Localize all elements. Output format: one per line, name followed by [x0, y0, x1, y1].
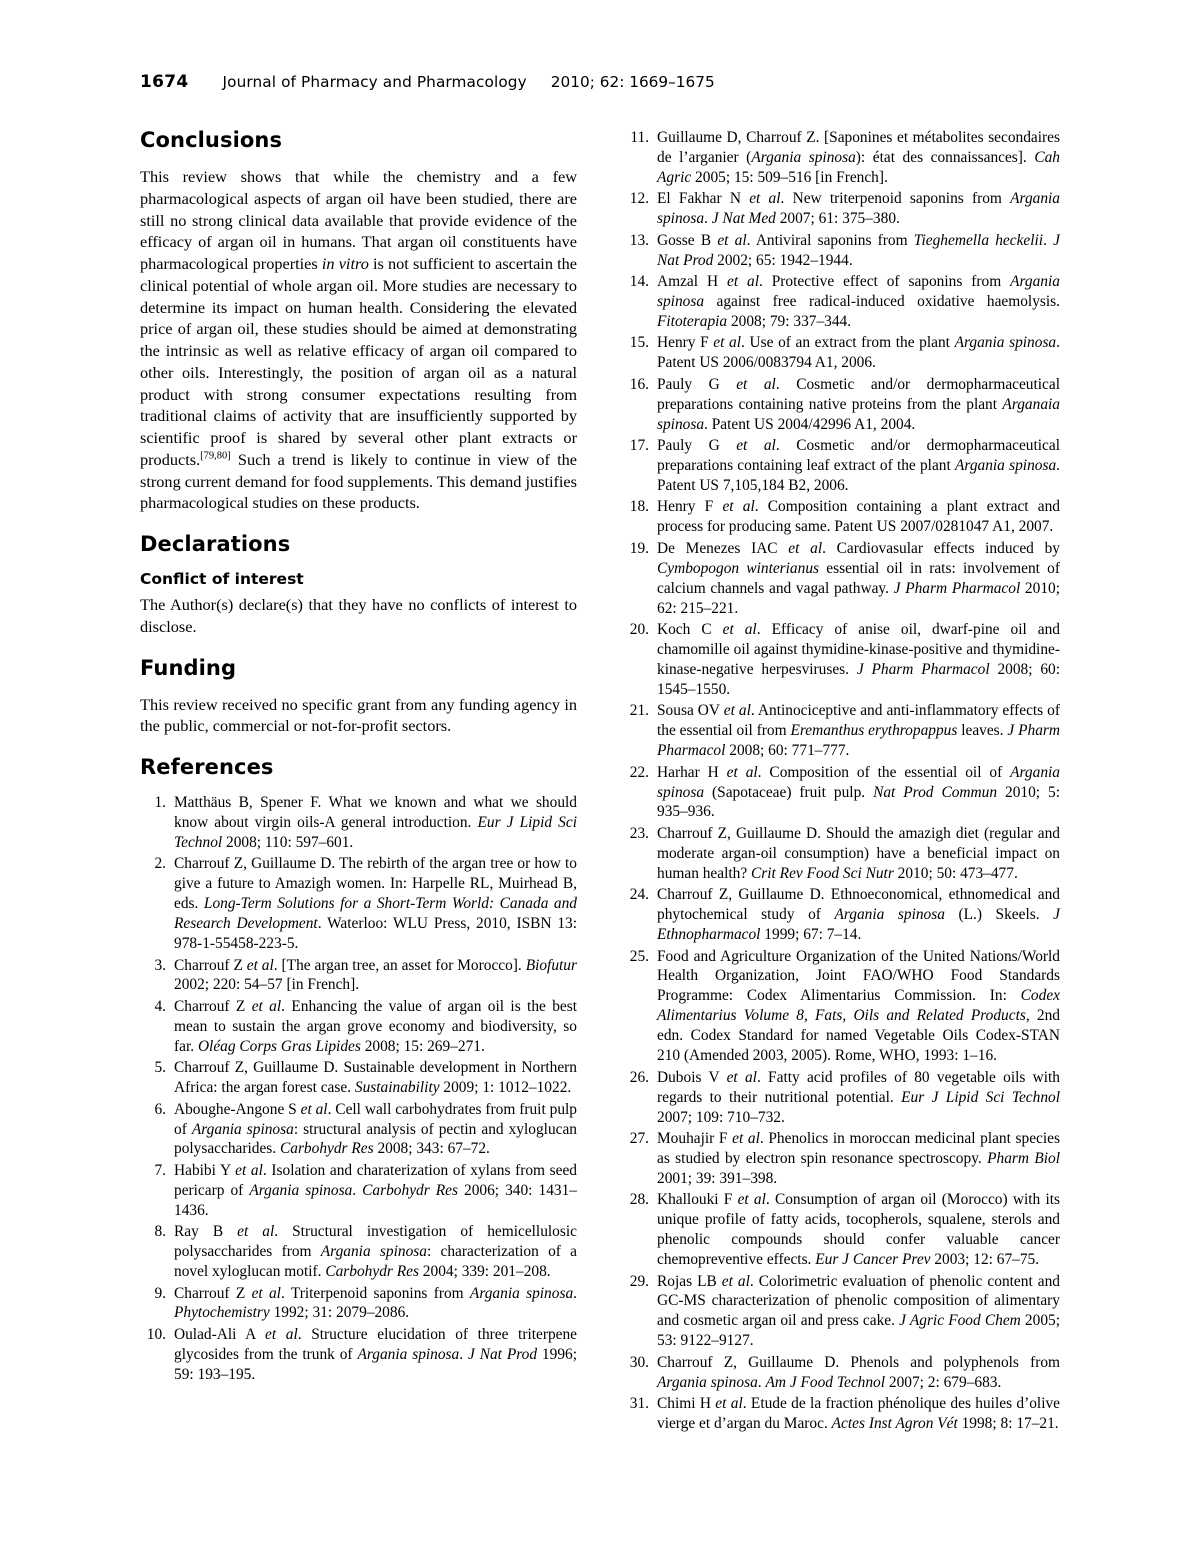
reference-italic-segment: Pharm Biol: [987, 1149, 1060, 1167]
reference-text: [657, 621, 1060, 698]
reference-segment: Charrouf Z, Guillaume D. Should the amazigh diet (regular and moderate argan-oil consumption) have a beneficial impact on human health?: [657, 824, 1060, 882]
conclusions-heading: Conclusions: [140, 128, 283, 152]
reference-segment: Pauly G: [657, 437, 737, 455]
reference-item: [623, 375, 1060, 435]
reference-item: [623, 1272, 1060, 1352]
reference-text: [657, 376, 1060, 433]
reference-text: [657, 1130, 1060, 1187]
reference-italic-segment: Argania spinosa: [751, 148, 856, 166]
reference-number: 11.: [630, 129, 649, 146]
reference-item: [623, 1394, 1060, 1434]
reference-number: 10.: [146, 1325, 166, 1343]
reference-text: [174, 1162, 577, 1219]
reference-segment: .: [757, 1373, 766, 1391]
reference-italic-segment: et al: [726, 1068, 757, 1086]
conclusions-citation: [79,80]: [200, 450, 231, 462]
reference-italic-segment: Crit Rev Food Sci Nutr: [751, 864, 894, 882]
reference-italic-segment: Argania spinosa: [954, 334, 1057, 352]
reference-segment: . Isolation and charaterization of xylans from seed pericarp of: [174, 1161, 578, 1199]
reference-segment: . Waterloo: WLU Press, 2010, ISBN 13: 978-1-55458-223-5.: [174, 915, 578, 953]
reference-text: [657, 1069, 1060, 1126]
reference-italic-segment: et al: [723, 702, 751, 720]
reference-segment: Aboughe-Angone S: [174, 1100, 301, 1118]
reference-italic-segment: Eur J Cancer Prev: [815, 1251, 931, 1269]
reference-item: [623, 1190, 1060, 1270]
reference-segment: 2008; 110: 597–601.: [222, 833, 354, 851]
reference-segment: . Fatty acid profiles of 80 vegetable oils with regards to their nutritional potential.: [657, 1068, 1060, 1106]
reference-number: 1.: [154, 794, 166, 811]
reference-segment: : structural analysis of pectin and xyloglucan polysaccharides.: [174, 1120, 578, 1158]
reference-italic-segment: et al: [246, 956, 274, 974]
reference-item: [623, 436, 1060, 496]
reference-number: 18.: [629, 498, 649, 516]
reference-segment: .: [573, 1284, 577, 1302]
reference-italic-segment: J Nat Prod: [467, 1345, 538, 1363]
reference-number: 28.: [629, 1191, 649, 1209]
reference-italic-segment: et al: [736, 375, 776, 393]
conclusions-text-1: This review shows that while the chemistry and a few pharmacological aspects of argan oil have been studied, there are still no strong clinical data available that provide evidence of the efficacy of argan oil in humans. That argan oil constituents have pharmacological properties: [140, 167, 577, 273]
reference-segment: 1992; 31: 2079–2086.: [269, 1304, 410, 1322]
reference-italic-segment: Argania spinosa: [657, 763, 1060, 801]
reference-italic-segment: Fitoterapia: [657, 312, 728, 330]
reference-text: [657, 702, 1060, 759]
reference-segment: .: [352, 1181, 363, 1199]
reference-text: [657, 334, 1060, 371]
reference-number: 2.: [154, 855, 166, 873]
reference-text: [174, 957, 577, 994]
reference-italic-segment: Argania spinosa: [320, 1243, 427, 1261]
reference-segment: Mouhajir F: [657, 1129, 733, 1147]
reference-segment: . Use of an extract from the plant: [741, 334, 955, 352]
reference-number: 22.: [629, 763, 649, 781]
reference-item: [623, 1068, 1060, 1128]
reference-item: [140, 1058, 577, 1098]
reference-italic-segment: et al: [237, 1223, 275, 1241]
reference-segment: against free radical-induced oxidative haemolysis.: [704, 293, 1060, 310]
reference-number: 14.: [629, 273, 649, 291]
reference-italic-segment: Biofutur: [525, 956, 577, 974]
reference-segment: . Cell wall carbohydrates from fruit pulp of: [174, 1100, 577, 1138]
reference-segment: Charrouf Z: [174, 956, 247, 974]
reference-number: 5.: [154, 1059, 166, 1077]
page-number: 1674: [140, 72, 189, 92]
reference-segment: Henry F: [657, 334, 714, 352]
conclusions-text-2: is not sufficient to ascertain the clinical potential of whole argan oil. More studies are necessary to determine its impact on human health. Considering the elevated price of argan oil, these studies should be aimed at demonstrating the intrinsic as well as relative efficacy of argan oil compared to other oils. Interestingly, the position of argan oil as a natural product with strong consumer expectations resulting from traditional claims of activity that are insufficiently supported by scientific proof is shared by several other plant extracts or products.: [140, 254, 577, 469]
reference-list-right: [623, 128, 1060, 1434]
reference-segment: . Cardiovasular effects induced by: [822, 539, 1060, 557]
reference-italic-segment: J Nat Med: [711, 210, 776, 228]
reference-italic-segment: J Pharm Pharmacol: [856, 660, 990, 678]
reference-number: 6.: [154, 1100, 166, 1118]
reference-segment: Sousa OV: [657, 702, 724, 720]
reference-segment: 2010; 62: 215–221.: [657, 579, 1060, 617]
reference-italic-segment: Argania spinosa: [834, 906, 945, 924]
reference-segment: 2005; 15: 509–516 [in French].: [691, 168, 888, 186]
reference-italic-segment: Carbohydr Res: [279, 1140, 374, 1158]
reference-segment: Charrouf Z, Guillaume D. Ethnoeconomical, ethnomedical and phytochemical study of: [657, 886, 1060, 924]
reference-segment: Ray B: [174, 1223, 238, 1241]
page-columns: [140, 128, 1060, 1436]
reference-segment: Rojas LB: [657, 1272, 722, 1290]
reference-segment: Khallouki F: [657, 1191, 738, 1209]
reference-italic-segment: J Nat Prod: [657, 231, 1060, 269]
reference-text: [657, 232, 1060, 269]
reference-segment: . Consumption of argan oil (Morocco) with its unique profile of fatty acids, tocopherols, squalene, sterols and phenolic compounds should confer valuable cancer chemopreventive effects.: [657, 1191, 1060, 1269]
reference-segment: Matthäus B, Spener F. What we known and what we should know about virgin oils-A general introduction.: [174, 794, 577, 831]
reference-segment: Pauly G: [657, 375, 737, 393]
journal-title: Journal of Pharmacy and Pharmacology: [222, 73, 527, 91]
reference-italic-segment: Argania spinosa: [657, 273, 1060, 310]
reference-item: [623, 885, 1060, 945]
reference-italic-segment: et al: [251, 997, 282, 1015]
reference-segment: Charrouf Z: [174, 997, 252, 1015]
reference-text: [174, 1059, 577, 1096]
reference-italic-segment: Codex Alimentarius Volume 8, Fats, Oils and Related Products: [657, 987, 1060, 1025]
reference-segment: 2009; 1: 1012–1022.: [439, 1079, 572, 1097]
right-column: [623, 128, 1060, 1436]
reference-item: [140, 854, 577, 954]
declarations-heading: Declarations: [140, 532, 291, 556]
reference-number: 7.: [154, 1161, 166, 1179]
reference-italic-segment: Eur J Lipid Sci Technol: [174, 813, 577, 851]
reference-italic-segment: Actes Inst Agron Vét: [831, 1415, 958, 1433]
reference-number: 3.: [154, 956, 166, 974]
reference-segment: 2008; 60: 771–777.: [725, 742, 850, 760]
reference-segment: ): état des connaissances].: [855, 148, 1035, 166]
reference-segment: 2005; 53: 9122–9127.: [657, 1312, 1060, 1350]
reference-item: [623, 128, 1060, 188]
reference-italic-segment: et al: [300, 1100, 328, 1118]
reference-segment: . Cosmetic and/or dermopharmaceutical preparations containing native proteins from the plant: [657, 375, 1060, 413]
reference-segment: (Sapotaceae) fruit pulp.: [704, 783, 874, 801]
reference-text: [174, 855, 577, 952]
reference-italic-segment: Argania spinosa: [657, 1373, 758, 1391]
reference-item: [623, 231, 1060, 271]
reference-segment: 2002; 220: 54–57 [in French].: [174, 976, 360, 994]
reference-item: [623, 539, 1060, 619]
reference-item: [623, 763, 1060, 823]
reference-text: [174, 1223, 577, 1280]
reference-segment: 2010; 50: 473–477.: [893, 864, 1018, 882]
reference-italic-segment: Argania spinosa: [469, 1284, 574, 1302]
reference-segment: 2007; 2: 679–683.: [885, 1373, 1002, 1391]
reference-italic-segment: et al: [732, 1129, 760, 1147]
reference-number: 12.: [629, 190, 649, 208]
reference-number: 31.: [629, 1395, 649, 1413]
reference-italic-segment: Sustainability: [354, 1079, 440, 1097]
reference-item: [140, 1100, 577, 1160]
reference-segment: Dubois V: [657, 1068, 727, 1086]
reference-segment: , 2nd edn. Codex Standard for named Vegetable Oils Codex-STAN 210 (Amended 2003, 2005). Rome, WHO, 1993: 1–16.: [657, 1007, 1060, 1065]
reference-segment: 2003; 12: 67–75.: [930, 1251, 1040, 1269]
reference-segment: Charrouf Z, Guillaume D. Sustainable development in Northern Africa: the argan forest case.: [174, 1059, 577, 1097]
reference-text: [657, 886, 1060, 943]
reference-italic-segment: et al: [726, 273, 759, 291]
reference-number: 4.: [154, 997, 166, 1015]
reference-italic-segment: et al: [722, 498, 755, 516]
reference-segment: . Triterpenoid saponins from: [280, 1284, 470, 1302]
reference-item: [140, 1161, 577, 1221]
reference-segment: Koch C: [657, 621, 723, 638]
reference-segment: . Efficacy of anise oil, dwarf-pine oil and chamomille oil against thymidine-kinase-positive and thymidine-kinase-negative herpesviruses.: [657, 621, 1060, 678]
reference-item: [140, 956, 577, 996]
reference-segment: . Composition containing a plant extract and process for producing same. Patent US 2007/0281047 A1, 2007.: [657, 498, 1061, 536]
reference-list-left: [140, 793, 577, 1385]
reference-number: 8.: [154, 1223, 166, 1241]
funding-heading: Funding: [140, 655, 237, 680]
reference-segment: Oulad-Ali A: [174, 1325, 266, 1343]
reference-italic-segment: Arganaia spinosa: [657, 395, 1060, 433]
reference-text: [657, 437, 1060, 494]
reference-italic-segment: et al: [713, 334, 742, 352]
reference-italic-segment: et al: [726, 763, 758, 781]
reference-segment: . Enhancing the value of argan oil is the best mean to sustain the argan grove economy and biodiversity, so far.: [174, 997, 577, 1055]
reference-italic-segment: Cah Agric: [657, 148, 1060, 186]
reference-italic-segment: et al: [251, 1284, 281, 1302]
reference-segment: 2010; 5: 935–936.: [657, 783, 1060, 821]
reference-segment: Chimi H: [657, 1395, 716, 1413]
reference-text: [657, 1395, 1060, 1432]
reference-segment: : characterization of a novel xyloglucan motif.: [174, 1243, 577, 1281]
reference-segment: Henry F: [657, 498, 723, 516]
reference-text: [174, 1326, 577, 1383]
reference-italic-segment: Phytochemistry: [174, 1304, 270, 1322]
reference-number: 19.: [629, 539, 649, 557]
reference-segment: Charrouf Z, Guillaume D. Phenols and polyphenols from: [657, 1353, 1060, 1371]
reference-segment: De Menezes IAC: [657, 539, 789, 557]
reference-segment: 2007; 61: 375–380.: [775, 210, 900, 228]
left-column: [140, 128, 577, 1436]
reference-item: [623, 272, 1060, 332]
reference-italic-segment: Eur J Lipid Sci Technol: [901, 1088, 1060, 1106]
reference-number: 9.: [154, 1284, 166, 1302]
reference-segment: Guillaume D, Charrouf Z. [Saponines et métabolites secondaires de l’arganier (: [657, 129, 1060, 166]
reference-segment: Habibi Y: [174, 1161, 236, 1179]
reference-italic-segment: Nat Prod Commun: [873, 783, 998, 801]
reference-segment: 2001; 39: 391–398.: [657, 1169, 778, 1187]
page-header: [140, 72, 1060, 92]
reference-italic-segment: Carbohydr Res: [362, 1181, 458, 1199]
reference-italic-segment: et al: [722, 621, 757, 638]
reference-item: [140, 1222, 577, 1282]
reference-number: 15.: [629, 334, 649, 352]
reference-italic-segment: et al: [737, 1191, 766, 1209]
reference-text: [657, 948, 1060, 1065]
reference-segment: . Structure elucidation of three triterpene glycosides from the trunk of: [174, 1325, 577, 1363]
reference-italic-segment: Cymbopogon winterianus: [657, 559, 820, 577]
reference-item: [623, 497, 1060, 537]
reference-italic-segment: et al: [715, 1395, 743, 1413]
reference-italic-segment: et al: [749, 190, 781, 208]
reference-number: 20.: [629, 621, 649, 638]
reference-item: [140, 793, 577, 853]
reference-text: [657, 1191, 1060, 1268]
reference-italic-segment: J Pharm Pharmacol: [893, 579, 1021, 597]
reference-item: [623, 1353, 1060, 1393]
reference-text: [657, 825, 1060, 882]
reference-text: [657, 1354, 1060, 1391]
reference-italic-segment: et al: [788, 539, 823, 557]
reference-italic-segment: Argania spinosa: [955, 457, 1057, 474]
reference-segment: 2007; 109: 710–732.: [657, 1108, 785, 1126]
reference-item: [623, 824, 1060, 884]
reference-segment: . Colorimetric evaluation of phenolic content and GC-MS characterization of phenolic composition of alimentary and cosmetic argan oil and press cake.: [657, 1272, 1060, 1330]
reference-italic-segment: Long-Term Solutions for a Short-Term World: Canada and Research Development: [174, 895, 578, 933]
reference-text: [174, 794, 577, 851]
reference-segment: . Antinociceptive and anti-inflammatory effects of the essential oil from: [657, 702, 1061, 740]
reference-segment: . Patent US 2004/42996 A1, 2004.: [704, 415, 916, 433]
reference-italic-segment: et al: [717, 231, 747, 249]
reference-text: [174, 1285, 577, 1322]
reference-text: [657, 764, 1060, 821]
reference-segment: .: [459, 1345, 468, 1363]
reference-segment: 2008; 15: 269–271.: [360, 1037, 485, 1055]
reference-italic-segment: Argania spinosa: [249, 1181, 353, 1199]
reference-text: [174, 998, 577, 1055]
reference-segment: 2002; 65: 1942–1944.: [713, 251, 853, 269]
reference-segment: . [The argan tree, an asset for Morocco].: [273, 956, 526, 974]
reference-italic-segment: et al: [265, 1325, 298, 1343]
conflict-of-interest-heading: Conflict of interest: [140, 570, 304, 588]
reference-number: 16.: [629, 375, 649, 393]
reference-item: [623, 701, 1060, 761]
reference-number: 17.: [629, 437, 649, 455]
reference-segment: . Antiviral saponins from: [746, 231, 914, 249]
reference-italic-segment: J Agric Food Chem: [899, 1312, 1021, 1330]
reference-segment: . Etude de la fraction phénolique des huiles d’olive vierge et d’argan du Maroc.: [657, 1395, 1060, 1433]
reference-segment: 2006; 340: 1431–1436.: [174, 1181, 577, 1219]
reference-segment: leaves.: [957, 722, 1008, 740]
reference-text: [657, 129, 1060, 186]
conclusions-italic-1: in vitro: [321, 254, 369, 273]
reference-item: [623, 1129, 1060, 1189]
conclusions-text-3: Such a trend is likely to continue in view of the strong current demand for food supplements. This demand justifies pharmacological studies on these products.: [140, 449, 577, 513]
reference-item: [140, 1284, 577, 1324]
reference-number: 24.: [629, 886, 649, 904]
reference-number: 13.: [629, 231, 649, 249]
reference-text: [657, 273, 1060, 330]
reference-italic-segment: J Ethnopharmacol: [657, 906, 1060, 944]
reference-segment: Charrouf Z: [174, 1284, 252, 1302]
reference-italic-segment: Carbohydr Res: [325, 1263, 419, 1281]
reference-segment: 2008; 79: 337–344.: [727, 312, 852, 330]
reference-number: 29.: [629, 1272, 649, 1290]
reference-segment: . Patent US 2006/0083794 A1, 2006.: [657, 334, 1060, 372]
reference-text: [657, 190, 1060, 227]
journal-volume-info: 2010; 62: 1669–1675: [550, 73, 715, 91]
reference-segment: Gosse B: [657, 231, 718, 249]
reference-italic-segment: Argania spinosa: [357, 1345, 460, 1363]
reference-italic-segment: et al: [235, 1161, 263, 1179]
reference-segment: (L.) Skeels.: [944, 906, 1054, 924]
reference-italic-segment: Am J Food Technol: [765, 1373, 886, 1391]
reference-segment: .: [704, 210, 712, 228]
reference-segment: .: [1043, 231, 1054, 249]
reference-segment: Harhar H: [657, 763, 727, 781]
reference-text: [174, 1101, 577, 1158]
reference-number: 30.: [629, 1353, 649, 1371]
conflict-of-interest-text: The Author(s) declare(s) that they have no conflicts of interest to disclose.: [140, 595, 577, 636]
reference-segment: . Phenolics in moroccan medicinal plant species as studied by electron spin resonance spectroscopy.: [657, 1129, 1060, 1167]
references-heading: References: [140, 755, 274, 779]
reference-item: [623, 620, 1060, 700]
reference-item: [140, 1325, 577, 1385]
reference-item: [623, 947, 1060, 1067]
reference-text: [657, 498, 1060, 535]
reference-text: [657, 1273, 1060, 1350]
reference-number: 25.: [629, 947, 649, 965]
reference-segment: Food and Agriculture Organization of the United Nations/World Health Organization, Joint FAO/WHO Food Standards Programme: Codex Alimentarius Commission. In:: [657, 947, 1060, 1005]
reference-italic-segment: Eremanthus erythropappus: [790, 722, 958, 740]
reference-italic-segment: et al: [721, 1272, 750, 1290]
reference-segment: 2008; 343: 67–72.: [373, 1140, 490, 1158]
reference-number: 21.: [629, 702, 649, 720]
funding-text: This review received no specific grant from any funding agency in the public, commercial or not-for-profit sectors.: [140, 694, 577, 736]
reference-item: [623, 333, 1060, 373]
reference-segment: . Protective effect of saponins from: [758, 273, 1011, 291]
reference-segment: Charrouf Z, Guillaume D. The rebirth of the argan tree or how to give a future to Amazigh women. In: Harpelle RL, Muirhead B, eds.: [174, 855, 577, 913]
reference-segment: 1998; 8: 17–21.: [957, 1415, 1059, 1433]
reference-number: 23.: [629, 824, 649, 842]
reference-segment: 1996; 59: 193–195.: [174, 1345, 577, 1383]
reference-segment: . Structural investigation of hemicellulosic polysaccharides from: [174, 1223, 577, 1261]
reference-segment: . New triterpenoid saponins from: [780, 190, 1011, 208]
reference-segment: Amzal H: [657, 273, 727, 291]
reference-segment: . Cosmetic and/or dermopharmaceutical preparations containing leaf extract of the plant: [657, 437, 1060, 474]
reference-italic-segment: Oléag Corps Gras Lipides: [197, 1037, 361, 1055]
reference-item: [623, 189, 1060, 229]
reference-segment: 2004; 339: 201–208.: [418, 1263, 551, 1281]
reference-segment: . Composition of the essential oil of: [757, 763, 1011, 781]
reference-italic-segment: Tieghemella heckelii: [913, 231, 1044, 249]
reference-segment: El Fakhar N: [657, 190, 750, 208]
reference-italic-segment: Argania spinosa: [191, 1120, 294, 1138]
reference-segment: 1999; 67: 7–14.: [760, 926, 862, 944]
reference-italic-segment: et al: [736, 437, 776, 455]
reference-item: [140, 997, 577, 1057]
reference-segment: . Patent US 7,105,184 B2, 2006.: [657, 457, 1061, 494]
reference-segment: 2008; 60: 1545–1550.: [657, 660, 1060, 698]
reference-text: [657, 540, 1060, 617]
reference-italic-segment: J Pharm Pharmacol: [657, 722, 1060, 760]
reference-number: 27.: [629, 1129, 649, 1147]
reference-number: 26.: [629, 1068, 649, 1086]
reference-italic-segment: Argania spinosa: [657, 190, 1061, 228]
conclusions-paragraph: [140, 166, 577, 514]
reference-segment: essential oil in rats: involvement of calcium channels and vagal pathway.: [657, 559, 1060, 597]
